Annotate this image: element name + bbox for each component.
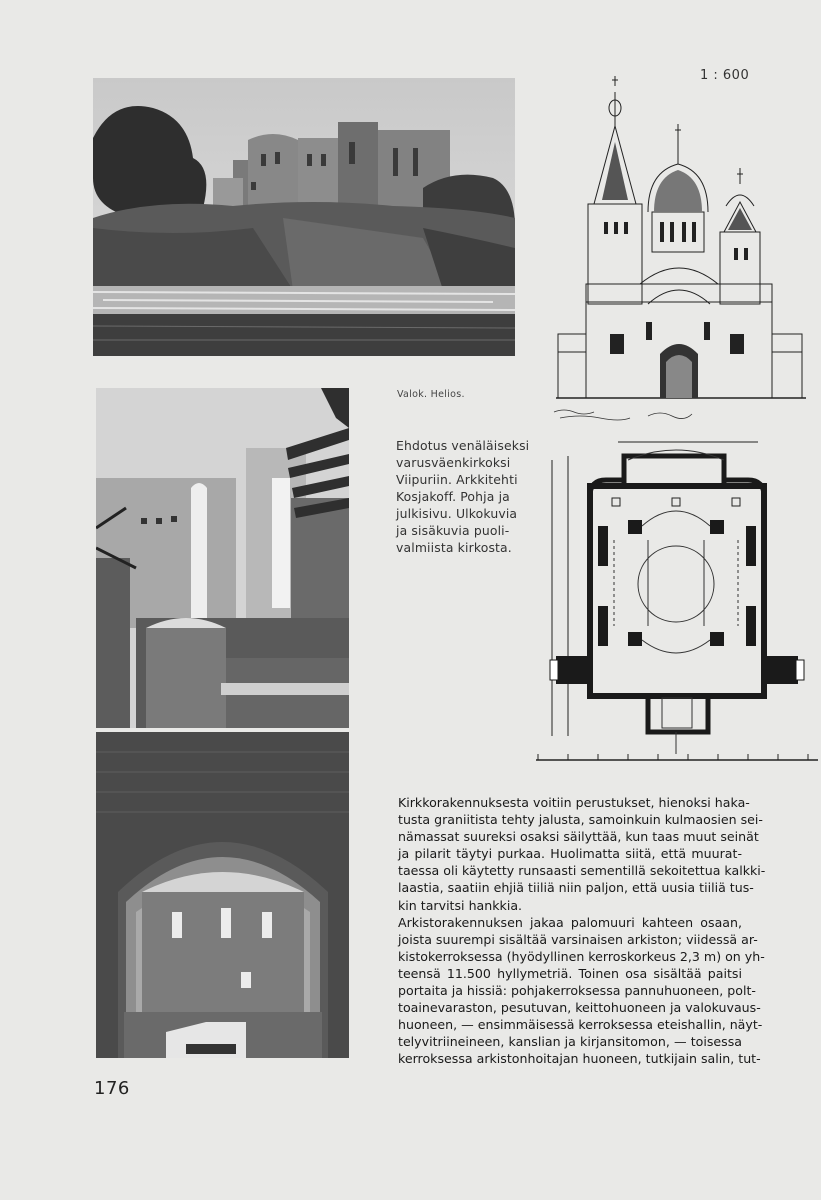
body-line: portaita ja hissiä: pohjakerroksessa pannuhuoneen, polt- — [398, 983, 756, 999]
caption-line: Kosjakoff. Pohja ja — [396, 489, 510, 504]
caption-line: varusväenkirkoksi — [396, 455, 511, 470]
caption-line: Viipuriin. Arkkitehti — [396, 472, 518, 487]
scale-label: 1 : 600 — [700, 68, 750, 83]
body-line: kin tarvitsi hankkia. — [398, 897, 523, 913]
figure-caption — [396, 437, 530, 556]
church-floor-plan-drawing — [528, 436, 820, 766]
caption-line: Ehdotus venäläiseksi — [396, 438, 530, 453]
body-line: Arkistorakennuksen jakaa palomuuri kahteen osaan, — [398, 914, 742, 930]
body-line: taessa oli käytetty runsaasti sementillä sekoitettua kalkki- — [398, 863, 766, 879]
body-line: telyvitriineineen, kanslian ja kirjansitomon, — toisessa — [398, 1034, 742, 1050]
caption-line: julkisivu. Ulkokuvia — [396, 506, 518, 521]
body-line: tusta graniitista tehty jalusta, samoinkuin kulmaosien sei- — [398, 812, 763, 828]
body-line: kistokerroksessa (hyödyllinen kerroskorkeus 2,3 m) on yh- — [398, 948, 765, 964]
ruin-on-hill-photo — [93, 78, 515, 356]
body-line: joista suurempi sisältää varsinaisen arkiston; viidessä ar- — [398, 931, 758, 947]
interior-arch-photo — [96, 732, 349, 1058]
body-text — [398, 794, 766, 1068]
caption-line: ja sisäkuvia puoli- — [396, 523, 510, 538]
page-number: 176 — [94, 1078, 130, 1099]
body-line: huoneen, — ensimmäisessä kerroksessa eteishallin, näyt- — [398, 1017, 763, 1033]
body-line: toainevaraston, pesutuvan, keittohuoneen ja valokuvaus- — [398, 1000, 761, 1016]
body-line: laastia, saatiin ehjiä tiiliä niin paljon, että uusia tiiliä tus- — [398, 880, 754, 896]
body-line: ja pilarit täytyi purkaa. Huolimatta siitä, että muurat- — [398, 846, 742, 862]
body-line: Kirkkorakennuksesta voitiin perustukset, hienoksi haka- — [398, 795, 750, 810]
church-elevation-drawing — [548, 72, 814, 422]
brick-walls-photo — [96, 388, 349, 728]
body-line: teensä 11.500 hyllymetriä. Toinen osa sisältää paitsi — [398, 965, 742, 981]
body-line: nämassat suureksi osaksi säilyttää, kun taas muut seinät — [398, 829, 759, 845]
body-line: kerroksessa arkistonhoitajan huoneen, tutkijain salin, tut- — [398, 1051, 761, 1067]
photo-credit: Valok. Helios. — [397, 389, 465, 400]
caption-line: valmiista kirkosta. — [396, 540, 512, 555]
